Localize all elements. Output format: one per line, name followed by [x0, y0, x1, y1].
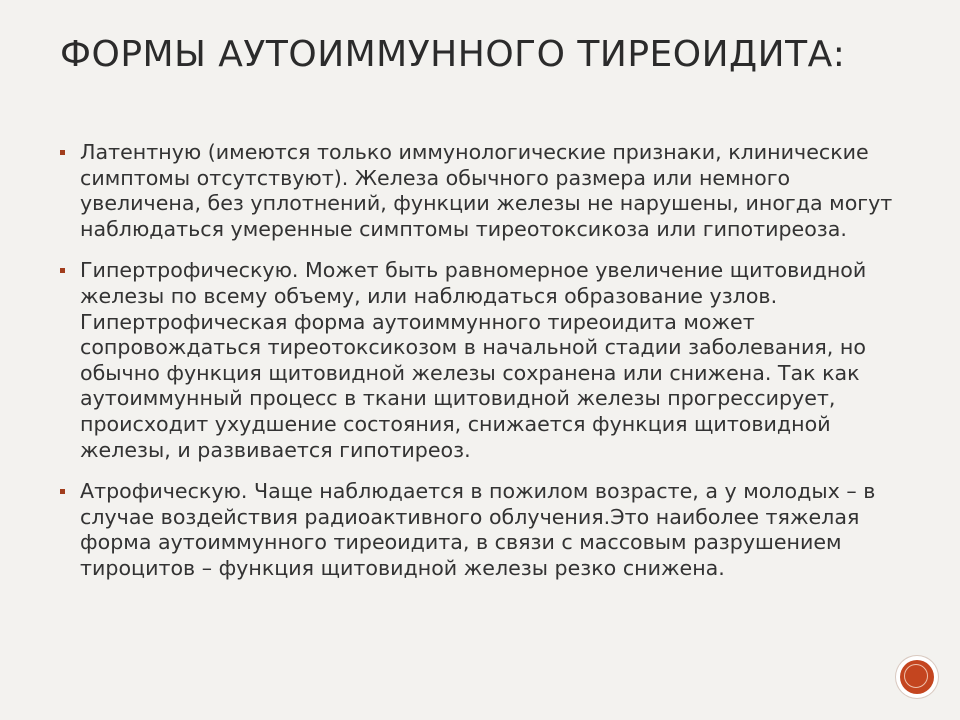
bullet-text-latent: Латентную (имеются только иммунологические признаки, клинические симптомы отсутствуют). Железа обычного размера или немного увеличена, без уплотнений, функции железы не нарушены, иногда могут наблюдаться умеренные симптомы тиреотоксикоза или гипотиреоза. [80, 140, 893, 241]
bullet-list [60, 140, 910, 598]
square-bullet-icon [60, 268, 65, 273]
slide-title: ФОРМЫ АУТОИММУННОГО ТИРЕОИДИТА: [60, 34, 846, 75]
circle-seal-icon [896, 656, 938, 698]
bullet-item-latent [60, 140, 910, 242]
seal-disc [900, 660, 934, 694]
square-bullet-icon [60, 150, 65, 155]
bullet-text-atrophic: Атрофическую. Чаще наблюдается в пожилом возрасте, а у молодых – в случае воздействия радиоактивного облучения.Это наиболее тяжелая форма аутоиммунного тиреоидита, в связи с массовым разрушением тироцитов – функция щитовидной железы резко снижена. [80, 479, 876, 580]
bullet-text-hypertrophic: Гипертрофическую. Может быть равномерное увеличение щитовидной железы по всему объему, или наблюдаться образование узлов. Гипертрофическая форма аутоиммунного тиреоидита может сопровождаться тиреотоксикозом в начальной стадии заболевания, но обычно функция щитовидной железы сохранена или снижена. Так как аутоиммунный процесс в ткани щитовидной железы прогрессирует, происходит ухудшение состояния, снижается функция щитовидной железы, и развивается гипотиреоз. [80, 258, 867, 462]
bullet-item-hypertrophic [60, 258, 910, 463]
bullet-item-atrophic [60, 479, 910, 581]
square-bullet-icon [60, 489, 65, 494]
seal-ring [904, 664, 928, 688]
